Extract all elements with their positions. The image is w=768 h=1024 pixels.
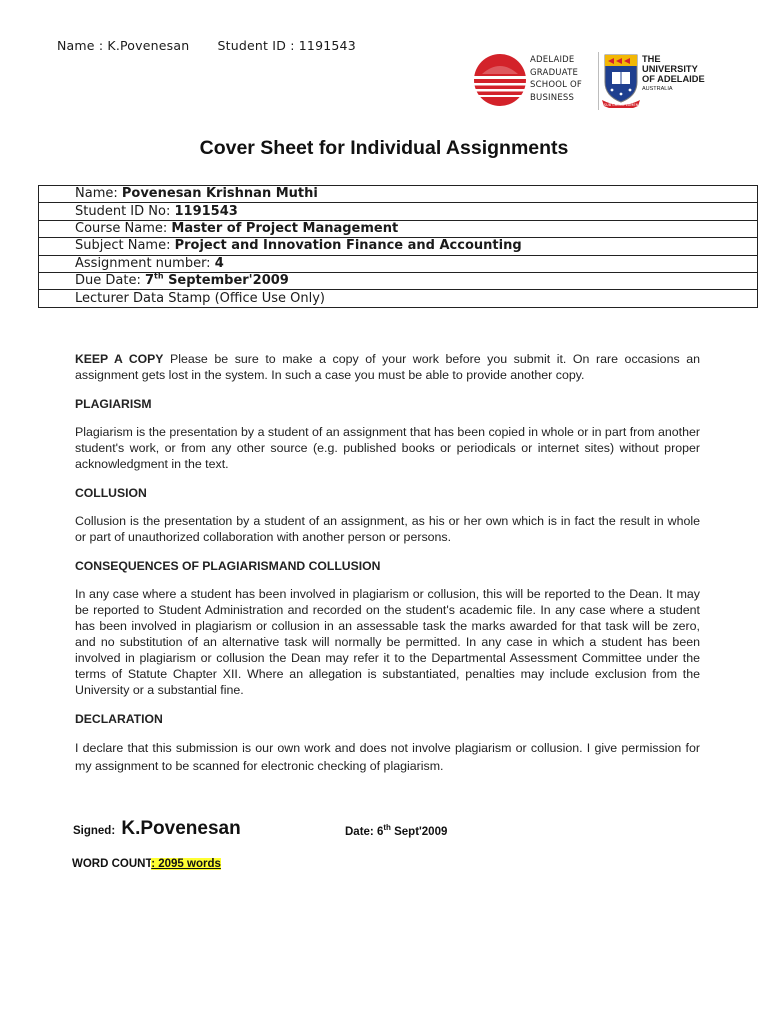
info-row-subject: [39, 238, 758, 255]
name-value: Povenesan Krishnan Muthi: [121, 186, 318, 202]
signature-line: [73, 818, 241, 840]
graduate-school-logo-icon: [472, 52, 528, 108]
grad-line-3: SCHOOL OF: [530, 80, 582, 90]
university-crest-icon: [602, 52, 640, 108]
due-date-rest: September'2009: [163, 273, 289, 289]
info-row-student-id: [39, 203, 758, 220]
keep-copy-heading: KEEP A COPY: [75, 352, 164, 366]
header-student-id: Student ID : 1191543: [217, 38, 356, 53]
info-row-name: [39, 186, 758, 203]
word-count: [72, 858, 221, 870]
assignment-number-value: 4: [214, 255, 224, 271]
student-header: [57, 38, 356, 53]
date-suffix: th: [383, 823, 391, 833]
grad-line-4: BUSINESS: [530, 92, 575, 103]
date-label: Date: 6: [345, 826, 384, 838]
consequences-heading: CONSEQUENCES OF PLAGIARISMAND COLLUSION: [75, 559, 381, 573]
student-id-value: 1191543: [174, 203, 238, 219]
keep-copy-text: Please be sure to make a copy of your work before you submit it. On rare occasions an assignment gets lost in the system. In such a case you must be able to provide another copy.: [75, 352, 700, 382]
graduate-school-name: [530, 54, 582, 104]
info-row-lecturer-stamp: [39, 290, 758, 307]
date-rest: Sept'2009: [390, 826, 448, 838]
info-row-due-date: [39, 272, 758, 289]
page-title: Cover Sheet for Individual Assignments: [199, 137, 569, 159]
due-date-suffix: th: [154, 271, 164, 281]
student-info-table: [38, 185, 758, 308]
keep-copy-paragraph: [75, 351, 700, 383]
consequences-text: In any case where a student has been involved in plagiarism or collusion, this will be reported to the Dean. It may be reported to Student Administration and recorded on the student's academic file. In any case where a student has been involved in plagiarism or collusion in an assessable task the marks awarded for that task will be zero, and no substitution of an alternative task will normally be permitted. In any case in which a student has been involved in plagiarism or collusion the Dean may refer it to the Departmental Assessment Committee under the terms of Statute Chapter XII. Where an allegation is substantiated, penalties may include exclusion from the University or a substantial fine.: [75, 587, 700, 697]
signed-label: Signed:: [73, 825, 119, 837]
word-count-label: WORD COUNT: [72, 858, 152, 870]
header-name: Name : K.Povenesan: [57, 38, 190, 53]
grad-line-1: ADELAIDE: [530, 55, 575, 65]
policy-content: [75, 351, 700, 775]
info-row-assignment-number: [39, 255, 758, 272]
info-row-course: [39, 220, 758, 237]
grad-line-2: GRADUATE: [530, 67, 579, 78]
lecturer-stamp-label: Lecturer Data Stamp (Office Use Only): [75, 290, 325, 306]
uni-line-3: AUSTRALIA: [642, 86, 673, 92]
subject-label: Subject Name:: [75, 238, 175, 254]
assignment-number-label: Assignment number:: [75, 255, 215, 271]
signature-date: [345, 823, 448, 838]
due-date-value: [145, 273, 289, 288]
university-name: [642, 54, 710, 94]
uni-line-1: THE UNIVERSITY: [642, 54, 698, 74]
plagiarism-heading: PLAGIARISM: [75, 397, 152, 411]
signed-name: K.Povenesan: [121, 818, 241, 839]
subject-value: Project and Innovation Finance and Accounting: [174, 238, 522, 254]
collusion-text: Collusion is the presentation by a student of an assignment, as his or her own which is in fact the result in whole or part of unauthorized collaboration with another person or persons.: [75, 514, 700, 544]
due-date-label: Due Date:: [75, 273, 145, 289]
word-count-value: : 2095 words: [151, 858, 221, 870]
declaration-text: I declare that this submission is our own work and does not involve plagiarism or collusion. I give permission for my assignment to be scanned for electronic checking of plagiarism.: [75, 741, 700, 773]
collusion-heading: COLLUSION: [75, 486, 147, 500]
logo-bar: [470, 48, 710, 114]
course-label: Course Name:: [75, 220, 172, 236]
student-id-label: Student ID No:: [75, 203, 175, 219]
plagiarism-text: Plagiarism is the presentation by a student of an assignment that has been copied in whole or in part from another student's work, or from any other source (e.g. published books or periodicals or internet sites) without proper acknowledgment in the text.: [75, 425, 700, 471]
uni-line-2: OF ADELAIDE: [642, 74, 705, 84]
crest-motto: SUB CRUCE LUMEN: [603, 103, 639, 107]
due-date-day: 7: [144, 273, 155, 289]
declaration-heading: DECLARATION: [75, 712, 163, 726]
name-label: Name:: [75, 186, 122, 202]
course-value: Master of Project Management: [171, 220, 399, 236]
logo-divider: [598, 52, 599, 110]
